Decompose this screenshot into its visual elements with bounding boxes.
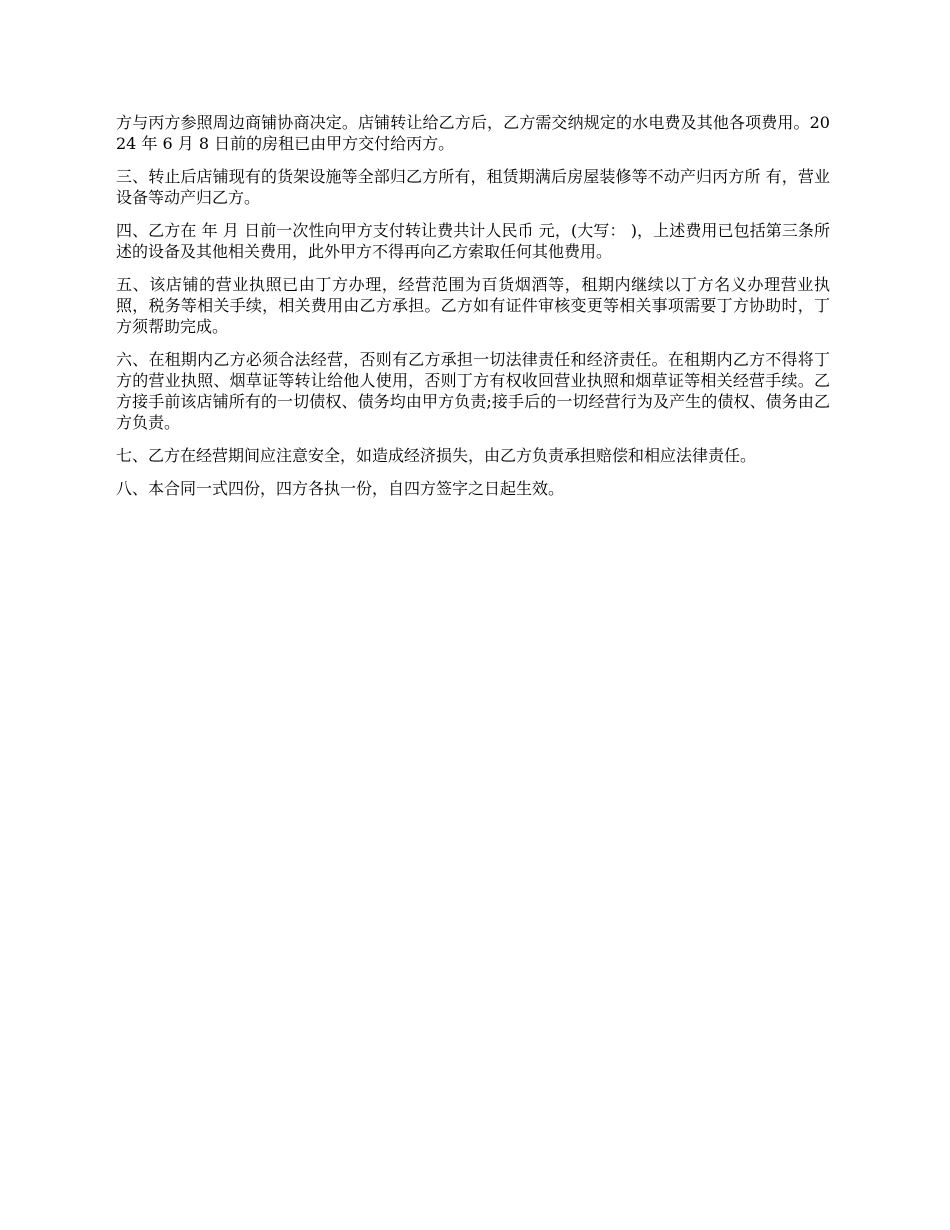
paragraph-clause-5: 五、该店铺的营业执照已由丁方办理，经营范围为百货烟酒等，租期内继续以丁方名义办理营业执照，税务等相关手续，相关费用由乙方承担。乙方如有证件审核变更等相关事项需要丁方协助时，丁方须帮助完成。	[116, 275, 830, 336]
paragraph-clause-3: 三、转止后店铺现有的货架设施等全部归乙方所有，租赁期满后房屋装修等不动产归丙方所 有，营业设备等动产归乙方。	[116, 167, 830, 207]
paragraph-clause-4: 四、乙方在 年 月 日前一次性向甲方支付转让费共计人民币 元，(大写： )，上述费用已包括第三条所述的设备及其他相关费用，此外甲方不得再向乙方索取任何其他费用。	[116, 221, 830, 261]
paragraph-clause-7: 七、乙方在经营期间应注意安全，如造成经济损失，由乙方负责承担赔偿和相应法律责任。	[116, 446, 757, 465]
contract-body	[116, 112, 830, 511]
paragraph-clause-8: 八、本合同一式四份，四方各执一份，自四方签字之日起生效。	[116, 479, 565, 498]
paragraph-clause-6: 六、在租期内乙方必须合法经营，否则有乙方承担一切法律责任和经济责任。在租期内乙方不得将丁方的营业执照、烟草证等转让给他人使用，否则丁方有权收回营业执照和烟草证等相关经营手续。乙方接手前该店铺所有的一切债权、债务均由甲方负责;接手后的一切经营行为及产生的债权、债务由乙方负责。	[116, 350, 830, 432]
paragraph-continued-rent-terms: 方与丙方参照周边商铺协商决定。店铺转让给乙方后，乙方需交纳规定的水电费及其他各项费用。2024 年 6 月 8 日前的房租已由甲方交付给丙方。	[116, 113, 830, 153]
